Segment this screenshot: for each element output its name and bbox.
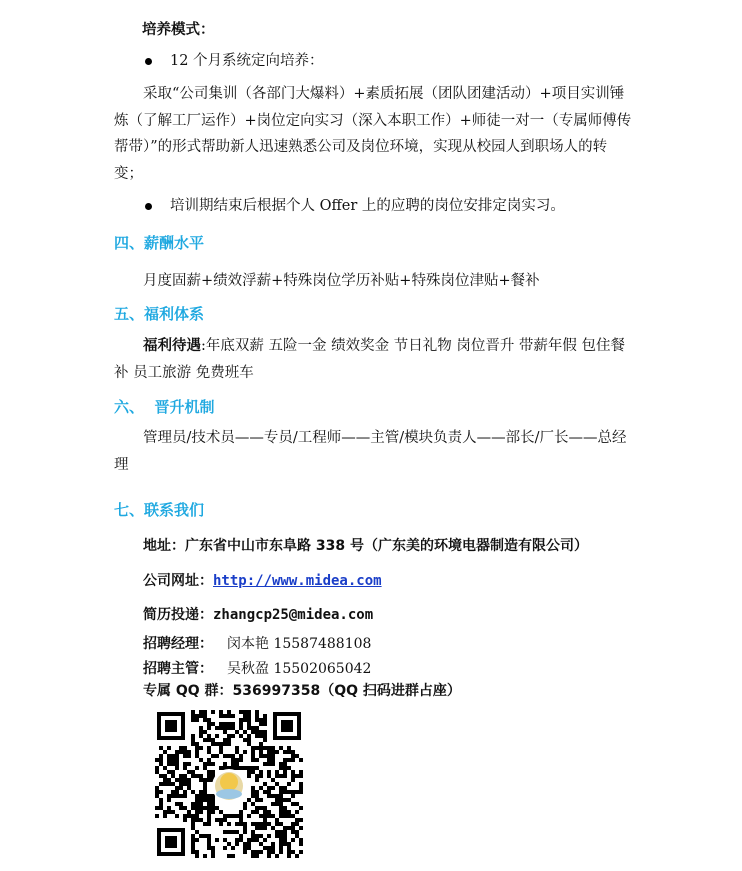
promotion-text: 管理员/技术员——专员/工程师——主管/模块负责人——部长/厂长——总经理 [114, 430, 627, 473]
welfare-paragraph [114, 333, 634, 386]
website-link[interactable]: http://www.midea.com [213, 573, 382, 589]
qr-code-image [153, 708, 305, 860]
salary-heading: 四、薪酬水平 [114, 234, 205, 252]
training-bullet-2: 培训期结束后根据个人 Offer 上的应聘的岗位安排定岗实习。 [170, 198, 565, 214]
supervisor-label: 招聘主管： [143, 661, 213, 677]
training-paragraph: 采取“公司集训（各部门大爆料）+素质拓展（团队团建活动）+项目实训锤炼（了解工厂运作）+岗位定向实习（深入本职工作）+师徒一对一（专属师傅传帮带）”的形式帮助新人迅速熟悉公司及岗位环境，实现从校园人到职场人的转变； [114, 86, 632, 182]
contact-resume-row [143, 604, 373, 624]
contact-address: 地址：广东省中山市东阜路 338 号（广东美的环境电器制造有限公司） [143, 538, 588, 554]
resume-label: 简历投递： [143, 607, 213, 623]
supervisor-value: 吴秋盈 15502065042 [227, 661, 372, 677]
training-bullet-1: 12 个月系统定向培养： [170, 53, 324, 69]
manager-value: 闵本艳 15587488108 [227, 636, 372, 652]
welfare-heading: 五、福利体系 [114, 305, 205, 323]
contact-manager-row [143, 633, 371, 653]
contact-website-row [143, 570, 382, 590]
promotion-heading: 六、 晋升机制 [114, 398, 215, 416]
welfare-text: :年底双薪 五险一金 绩效奖金 节日礼物 岗位晋升 带薪年假 包住餐补 员工旅游 免费班车 [114, 338, 626, 381]
contact-heading: 七、联系我们 [114, 501, 205, 519]
contact-supervisor-row [143, 658, 371, 678]
website-label: 公司网址： [143, 573, 213, 589]
training-mode-label: 培养模式： [142, 22, 215, 38]
contact-qq-group: 专属 QQ 群：536997358（QQ 扫码进群占座） [143, 683, 461, 699]
resume-email: zhangcp25@midea.com [213, 607, 374, 623]
manager-label: 招聘经理： [143, 636, 213, 652]
bullet-icon [145, 203, 152, 210]
welfare-label: 福利待遇 [143, 338, 201, 354]
qr-code-graphic [153, 708, 305, 860]
salary-text: 月度固薪+绩效浮薪+特殊岗位学历补贴+特殊岗位津贴+餐补 [143, 273, 540, 289]
bullet-icon [145, 58, 152, 65]
